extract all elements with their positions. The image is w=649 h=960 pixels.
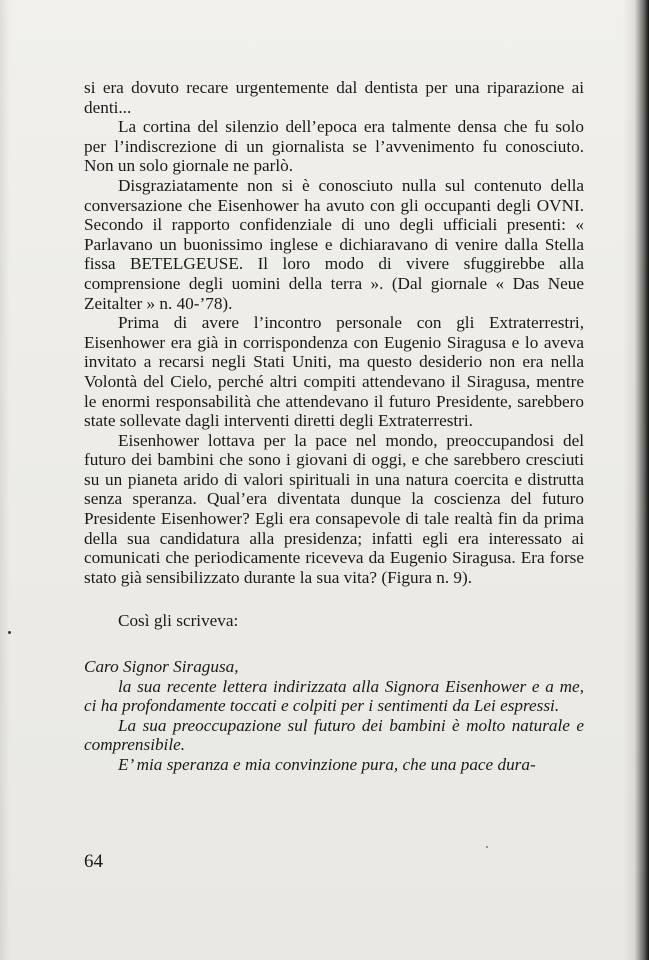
paragraph-correspondence: Prima di avere l’incontro personale con gli Extraterrestri, Eisenhower era già in corrispondenza con Eugenio Siragusa e lo aveva invitato a recarsi negli Stati Uniti, ma questo desiderio non era nella Volontà del Cielo, perché altri compiti attendevano il Siragusa, mentre le enormi responsabilità che attendevano il futuro Presidente, sarebbero state sollevate dagli interventi diretti degli Extraterrestri. — [84, 313, 584, 431]
speck-mark — [8, 631, 11, 634]
letter-paragraph: La sua preoccupazione sul futuro dei bambini è molto naturale e comprensibile. — [84, 715, 584, 755]
page-binding-shadow — [623, 0, 649, 960]
spacer — [84, 631, 584, 657]
speck-mark — [486, 846, 488, 848]
spacer — [84, 587, 584, 611]
page-left-shadow — [0, 0, 10, 960]
paragraph-continuation: si era dovuto recare urgentemente dal dentista per una riparazione ai denti... — [84, 78, 584, 117]
quoted-letter — [84, 657, 584, 775]
body-text — [84, 78, 584, 775]
intro-line: Così gli scriveva: — [118, 611, 239, 631]
paragraph-conversation: Disgraziatamente non si è conosciuto nulla sul contenuto della conversazione che Eisenhower ha avuto con gli occupanti degli OVNI. Secondo il rapporto confidenziale di uno degli ufficiali presenti: « Parlavano un buonissimo inglese e dichiaravano di venire dalla Stella fissa BETELGEUSE. Il loro modo di vivere sfuggirebbe alla comprensione degli uomini della terra ». (Dal giornale « Das Neue Zeitalter » n. 40-’78). — [84, 175, 584, 313]
letter-paragraph: E’ mia speranza e mia convinzione pura, che una pace dura- — [118, 755, 536, 774]
paragraph-silence: La cortina del silenzio dell’epoca era talmente densa che fu solo per l’indiscrezione di un giornalista se l’avvenimento fu conosciuto. Non un solo giornale ne parlò. — [84, 117, 584, 176]
page-number: 64 — [84, 851, 103, 872]
letter-salutation: Caro Signor Siragusa, — [84, 657, 239, 677]
paragraph-peace: Eisenhower lottava per la pace nel mondo, preoccupandosi del futuro dei bambini che sono i giovani di oggi, e che sarebbero cresciuti su un pianeta arido di valori spirituali in una natura coercita e distrutta senza speranza. Qual’era diventata dunque la coscienza del futuro Presidente Eisenhower? Egli era consapevole di tale realtà fin da prima della sua candidatura alla presidenza; infatti egli era interessato ai comunicati che periodicamente riceveva da Eugenio Siragusa. Era forse stato già sensibilizzato durante la sua vita? (Figura n. 9). — [84, 430, 584, 587]
letter-paragraph: la sua recente lettera indirizzata alla Signora Eisenhower e a me, ci ha profondamente toccati e colpiti per i sentimenti da Lei espressi. — [84, 676, 584, 716]
